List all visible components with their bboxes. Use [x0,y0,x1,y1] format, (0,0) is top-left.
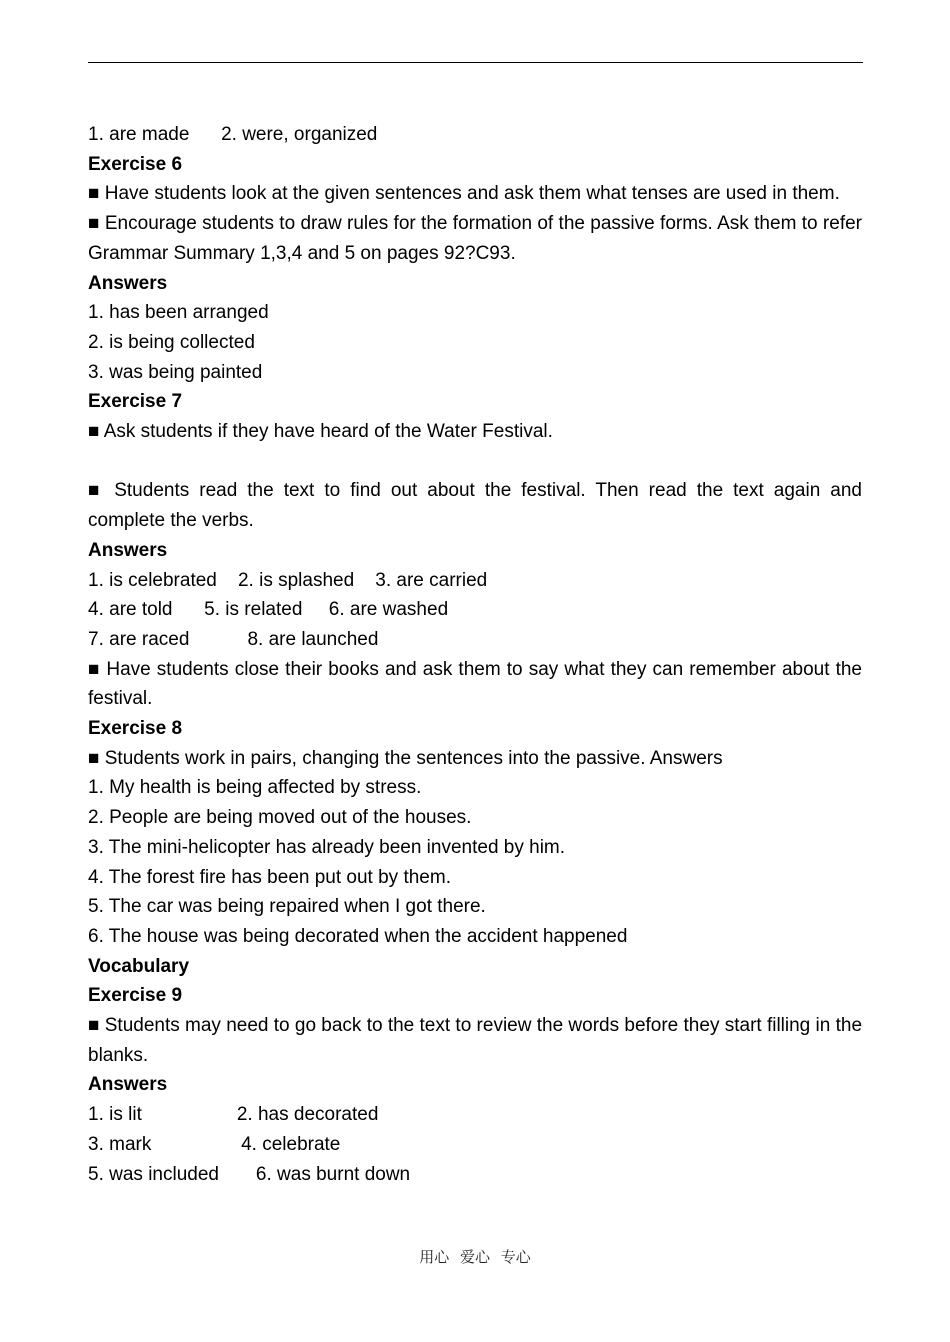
document-body [88,120,862,1189]
section-heading: Exercise 9 [88,985,183,1007]
text-line: 6. The house was being decorated when the accident happened [88,925,628,947]
paragraph: ■ Encourage students to draw rules for the formation of the passive forms. Ask them to refer Grammar Summary 1,3,4 and 5 on pages 92?C93. [88,213,862,264]
text-line: 7. are raced 8. are launched [88,628,379,650]
blank-line [88,447,862,477]
text-line: 5. The car was being repaired when I got there. [88,896,486,918]
text-line: 2. People are being moved out of the houses. [88,807,472,829]
text-line: 1. is lit 2. has decorated [88,1104,379,1126]
paragraph: ■ Students read the text to find out about the festival. Then read the text again and complete the verbs. [88,480,862,532]
footer-word: 用心 [419,1248,450,1266]
section-heading: Answers [88,272,168,294]
page-footer [0,1246,950,1267]
text-line: 1. is celebrated 2. is splashed 3. are carried [88,569,488,591]
text-line: 3. The mini-helicopter has already been invented by him. [88,836,566,858]
section-heading: Answers [88,539,168,561]
text-line: 1. My health is being affected by stress. [88,777,422,799]
footer-word: 爱心 [459,1248,490,1266]
section-heading: Answers [88,1074,168,1096]
text-line: 2. is being collected [88,331,255,353]
paragraph: ■ Students may need to go back to the text to review the words before they start filling in the blanks. [88,1015,863,1066]
paragraph: ■ Have students close their books and ask them to say what they can remember about the festival. [88,658,862,710]
text-line: ■ Ask students if they have heard of the Water Festival. [88,421,553,443]
header-rule [88,62,863,63]
paragraph: ■ Have students look at the given sentences and ask them what tenses are used in them. [88,183,840,205]
text-line: 3. mark 4. celebrate [88,1133,341,1155]
footer-word: 专心 [500,1248,531,1266]
section-heading: Exercise 8 [88,718,183,740]
text-line: ■ Students work in pairs, changing the sentences into the passive. Answers [88,747,723,769]
text-line: 1. are made 2. were, organized [88,124,378,145]
section-heading: Vocabulary [88,955,190,977]
text-line: 1. has been arranged [88,302,269,324]
text-line: 3. was being painted [88,361,263,383]
section-heading: Exercise 6 [88,153,183,175]
text-line: 4. The forest fire has been put out by them. [88,866,451,888]
text-line: 4. are told 5. is related 6. are washed [88,599,449,621]
text-line: 5. was included 6. was burnt down [88,1163,411,1185]
section-heading: Exercise 7 [88,391,183,413]
